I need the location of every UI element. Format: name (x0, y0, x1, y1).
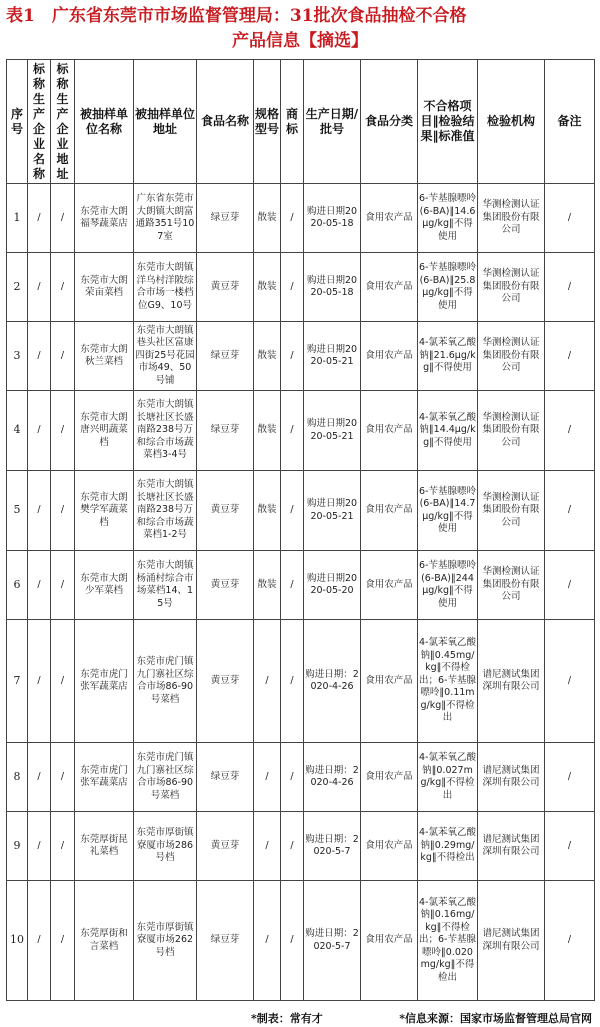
cell-note: / (545, 620, 595, 743)
table-header (7, 60, 595, 184)
header-spec: 规格型号 (254, 60, 281, 184)
cell-food-name: 黄豆芽 (197, 253, 254, 322)
cell-spec: / (254, 620, 281, 743)
cell-category: 食用农产品 (361, 253, 418, 322)
cell-producer-address: / (51, 620, 75, 743)
cell-failed-item: 4-氯苯氧乙酸钠‖0.16mg/kg‖不得检出；6-苄基腺嘌呤‖0.020mg/kg‖不得检出 (418, 881, 478, 1001)
cell-date: 购进日期2020-05-20 (304, 551, 361, 620)
cell-lab: 华测检测认证集团股份有限公司 (478, 184, 545, 253)
cell-food-name: 绿豆芽 (197, 743, 254, 812)
cell-producer: / (28, 253, 51, 322)
cell-sampled-unit: 东莞市大朗荣亩菜档 (75, 253, 134, 322)
cell-date: 购进日期：2020-4-26 (304, 743, 361, 812)
cell-brand: / (281, 551, 304, 620)
cell-brand: / (281, 812, 304, 881)
cell-sampled-unit-address: 东莞市大朗镇长塘社区长盛南路238号万和综合市场蔬菜档3-4号 (134, 391, 197, 471)
cell-category: 食用农产品 (361, 471, 418, 551)
table-title (0, 4, 600, 54)
cell-food-name: 黄豆芽 (197, 812, 254, 881)
cell-date: 购进日期：2020-5-7 (304, 881, 361, 1001)
cell-note: / (545, 743, 595, 812)
table-row (7, 322, 595, 391)
cell-date: 购进日期：2020-5-7 (304, 812, 361, 881)
cell-spec: / (254, 812, 281, 881)
cell-food-name: 绿豆芽 (197, 881, 254, 1001)
cell-category: 食用农产品 (361, 743, 418, 812)
cell-category: 食用农产品 (361, 881, 418, 1001)
cell-brand: / (281, 391, 304, 471)
cell-category: 食用农产品 (361, 551, 418, 620)
cell-failed-item: 4-氯苯氧乙酸钠‖0.45mg/kg‖不得检出；6-苄基腺嘌呤‖0.11mg/kg‖不得检出 (418, 620, 478, 743)
cell-category: 食用农产品 (361, 812, 418, 881)
cell-date: 购进日期2020-05-21 (304, 322, 361, 391)
cell-lab: 华测检测认证集团股份有限公司 (478, 471, 545, 551)
cell-brand: / (281, 471, 304, 551)
cell-sampled-unit: 东莞市虎门张军蔬菜店 (75, 620, 134, 743)
cell-failed-item: 6-苄基腺嘌呤(6-BA)‖14.7μg/kg‖不得使用 (418, 471, 478, 551)
header-lab: 检验机构 (478, 60, 545, 184)
cell-category: 食用农产品 (361, 620, 418, 743)
cell-spec: 散装 (254, 253, 281, 322)
cell-food-name: 黄豆芽 (197, 471, 254, 551)
cell-lab: 谱尼测试集团深圳有限公司 (478, 620, 545, 743)
cell-category: 食用农产品 (361, 322, 418, 391)
cell-producer-address: / (51, 184, 75, 253)
cell-sampled-unit-address: 广东省东莞市大朗镇大朗富通路351号107室 (134, 184, 197, 253)
cell-brand: / (281, 743, 304, 812)
cell-producer: / (28, 391, 51, 471)
cell-failed-item: 4-氯苯氧乙酸钠‖0.027mg/kg‖不得检出 (418, 743, 478, 812)
cell-no: 2 (7, 253, 28, 322)
cell-sampled-unit: 东莞市大朗少军菜档 (75, 551, 134, 620)
cell-spec: / (254, 881, 281, 1001)
table-row (7, 812, 595, 881)
cell-lab: 华测检测认证集团股份有限公司 (478, 391, 545, 471)
cell-category: 食用农产品 (361, 391, 418, 471)
header-sampled-unit-address: 被抽样单位地址 (134, 60, 197, 184)
cell-food-name: 黄豆芽 (197, 551, 254, 620)
cell-producer-address: / (51, 881, 75, 1001)
cell-lab: 谱尼测试集团深圳有限公司 (478, 881, 545, 1001)
cell-no: 9 (7, 812, 28, 881)
cell-sampled-unit-address: 东莞市厚街镇寮厦市场286号档 (134, 812, 197, 881)
cell-note: / (545, 184, 595, 253)
header-no: 序号 (7, 60, 28, 184)
cell-date: 购进日期2020-05-18 (304, 184, 361, 253)
cell-producer: / (28, 471, 51, 551)
cell-failed-item: 4-氯苯氧乙酸钠‖0.29mg/kg‖不得检出 (418, 812, 478, 881)
cell-sampled-unit-address: 东莞市大朗镇长塘社区长盛南路238号万和综合市场蔬菜档1-2号 (134, 471, 197, 551)
cell-brand: / (281, 184, 304, 253)
table-row (7, 743, 595, 812)
cell-sampled-unit-address: 东莞市大朗镇洋乌村洋陂综合市场一楼档位G9、10号 (134, 253, 197, 322)
cell-no: 4 (7, 391, 28, 471)
cell-failed-item: 6-苄基腺嘌呤(6-BA)‖244μg/kg‖不得使用 (418, 551, 478, 620)
table-row (7, 253, 595, 322)
cell-producer: / (28, 881, 51, 1001)
header-category: 食品分类 (361, 60, 418, 184)
cell-spec: 散装 (254, 184, 281, 253)
cell-food-name: 绿豆芽 (197, 322, 254, 391)
cell-failed-item: 6-苄基腺嘌呤(6-BA)‖14.6μg/kg‖不得使用 (418, 184, 478, 253)
cell-lab: 谱尼测试集团深圳有限公司 (478, 812, 545, 881)
cell-category: 食用农产品 (361, 184, 418, 253)
cell-lab: 谱尼测试集团深圳有限公司 (478, 743, 545, 812)
cell-brand: / (281, 620, 304, 743)
table-row (7, 881, 595, 1001)
cell-no: 5 (7, 471, 28, 551)
inspection-table (6, 59, 595, 1001)
cell-sampled-unit: 东莞市大朗唐兴明蔬菜档 (75, 391, 134, 471)
header-sampled-unit: 被抽样单位名称 (75, 60, 134, 184)
cell-date: 购进日期：2020-4-26 (304, 620, 361, 743)
cell-sampled-unit-address: 东莞市厚街镇寮厦市场262号档 (134, 881, 197, 1001)
cell-sampled-unit: 东莞市大朗秋兰菜档 (75, 322, 134, 391)
cell-brand: / (281, 322, 304, 391)
header-producer: 标称生产企业名称 (28, 60, 51, 184)
cell-no: 6 (7, 551, 28, 620)
cell-spec: 散装 (254, 471, 281, 551)
cell-producer: / (28, 620, 51, 743)
table-row (7, 391, 595, 471)
cell-brand: / (281, 253, 304, 322)
cell-food-name: 绿豆芽 (197, 184, 254, 253)
cell-date: 购进日期2020-05-21 (304, 391, 361, 471)
cell-failed-item: 4-氯苯氧乙酸钠‖21.6μg/kg‖不得使用 (418, 322, 478, 391)
cell-note: / (545, 812, 595, 881)
header-row (7, 60, 595, 184)
cell-producer: / (28, 743, 51, 812)
cell-note: / (545, 391, 595, 471)
cell-note: / (545, 471, 595, 551)
cell-note: / (545, 881, 595, 1001)
cell-food-name: 黄豆芽 (197, 620, 254, 743)
table-row (7, 184, 595, 253)
cell-spec: 散装 (254, 391, 281, 471)
cell-producer: / (28, 184, 51, 253)
cell-sampled-unit-address: 东莞市大朗镇巷头社区富康四街25号花园市场49、50号铺 (134, 322, 197, 391)
cell-note: / (545, 551, 595, 620)
header-note: 备注 (545, 60, 595, 184)
cell-producer-address: / (51, 743, 75, 812)
cell-note: / (545, 253, 595, 322)
cell-lab: 华测检测认证集团股份有限公司 (478, 551, 545, 620)
cell-sampled-unit: 东莞厚街和言菜档 (75, 881, 134, 1001)
table-row (7, 620, 595, 743)
cell-sampled-unit: 东莞厚街昆礼菜档 (75, 812, 134, 881)
cell-spec: / (254, 743, 281, 812)
cell-brand: / (281, 881, 304, 1001)
cell-lab: 华测检测认证集团股份有限公司 (478, 322, 545, 391)
cell-producer-address: / (51, 253, 75, 322)
cell-sampled-unit: 东莞市虎门张军蔬菜店 (75, 743, 134, 812)
cell-producer-address: / (51, 812, 75, 881)
header-date: 生产日期/批号 (304, 60, 361, 184)
cell-no: 8 (7, 743, 28, 812)
cell-no: 10 (7, 881, 28, 1001)
cell-producer: / (28, 322, 51, 391)
table-row (7, 471, 595, 551)
title-line-1: 表1 广东省东莞市市场监督管理局：31批次食品抽检不合格 (6, 6, 467, 26)
header-brand: 商标 (281, 60, 304, 184)
cell-failed-item: 6-苄基腺嘌呤(6-BA)‖25.8μg/kg‖不得使用 (418, 253, 478, 322)
cell-producer: / (28, 551, 51, 620)
footer-author: *制表：常有才 (251, 1012, 323, 1025)
cell-producer-address: / (51, 391, 75, 471)
cell-date: 购进日期2020-05-21 (304, 471, 361, 551)
cell-failed-item: 4-氯苯氧乙酸钠‖14.4μg/kg‖不得使用 (418, 391, 478, 471)
cell-producer-address: / (51, 551, 75, 620)
cell-sampled-unit: 东莞市大朗樊学军蔬菜档 (75, 471, 134, 551)
table-body (7, 184, 595, 1001)
cell-lab: 华测检测认证集团股份有限公司 (478, 253, 545, 322)
title-line-2: 产品信息【摘选】 (232, 31, 368, 51)
cell-note: / (545, 322, 595, 391)
cell-no: 3 (7, 322, 28, 391)
header-food-name: 食品名称 (197, 60, 254, 184)
cell-producer-address: / (51, 322, 75, 391)
cell-food-name: 绿豆芽 (197, 391, 254, 471)
cell-spec: 散装 (254, 551, 281, 620)
cell-spec: 散装 (254, 322, 281, 391)
cell-producer-address: / (51, 471, 75, 551)
header-producer-address: 标称生产企业地址 (51, 60, 75, 184)
cell-sampled-unit: 东莞市大朗福琴蔬菜店 (75, 184, 134, 253)
header-failed-item: 不合格项目‖检验结果‖标准值 (418, 60, 478, 184)
cell-sampled-unit-address: 东莞市虎门镇九门寨社区综合市场86-90号菜档 (134, 620, 197, 743)
table-row (7, 551, 595, 620)
cell-sampled-unit-address: 东莞市虎门镇九门寨社区综合市场86-90号菜档 (134, 743, 197, 812)
cell-no: 1 (7, 184, 28, 253)
cell-date: 购进日期2020-05-18 (304, 253, 361, 322)
cell-producer: / (28, 812, 51, 881)
footer-source: *信息来源：国家市场监督管理总局官网 (399, 1012, 592, 1025)
cell-no: 7 (7, 620, 28, 743)
cell-sampled-unit-address: 东莞市大朗镇杨涌村综合市场菜档14、15号 (134, 551, 197, 620)
